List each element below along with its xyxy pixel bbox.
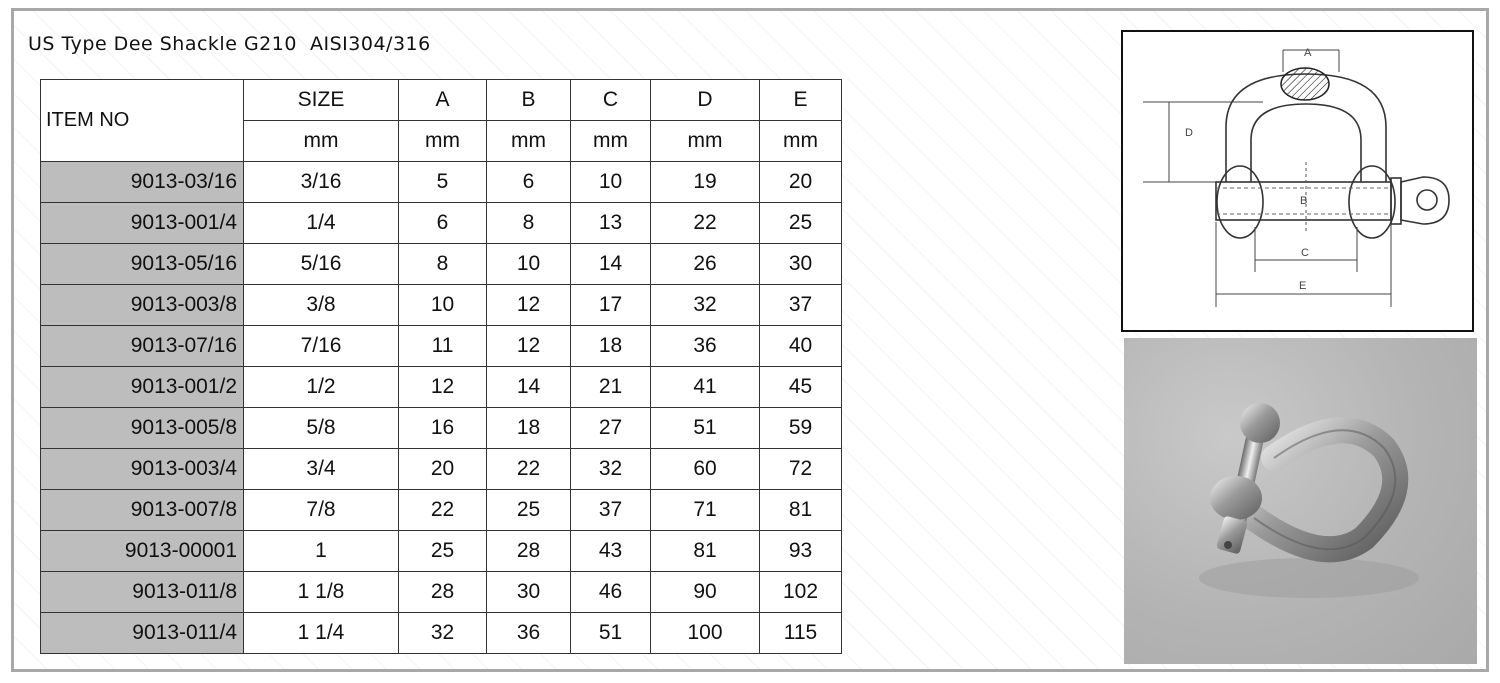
cell-dim-d: 26 [651, 244, 760, 285]
cell-size: 7/16 [244, 326, 399, 367]
header-item-no: ITEM NO [41, 80, 244, 162]
cell-dim-d: 60 [651, 449, 760, 490]
cell-dim-b: 10 [487, 244, 571, 285]
table-row [41, 531, 842, 572]
cell-dim-e: 81 [760, 490, 842, 531]
table-row [41, 449, 842, 490]
cell-dim-b: 30 [487, 572, 571, 613]
unit-a: mm [399, 121, 487, 162]
cell-size: 5/16 [244, 244, 399, 285]
cell-item-no: 9013-001/4 [41, 203, 244, 244]
table-row [41, 244, 842, 285]
diagram-drawing [1123, 32, 1472, 330]
cell-dim-e: 20 [760, 162, 842, 203]
cell-dim-a: 28 [399, 572, 487, 613]
cell-size: 1 1/8 [244, 572, 399, 613]
unit-d: mm [651, 121, 760, 162]
header-c: C [571, 80, 651, 121]
header-d: D [651, 80, 760, 121]
table-row [41, 162, 842, 203]
cell-item-no: 9013-00001 [41, 531, 244, 572]
cell-item-no: 9013-05/16 [41, 244, 244, 285]
cell-dim-d: 41 [651, 367, 760, 408]
cell-dim-e: 25 [760, 203, 842, 244]
cell-dim-d: 32 [651, 285, 760, 326]
cell-size: 1/2 [244, 367, 399, 408]
cell-dim-b: 36 [487, 613, 571, 654]
label-e: E [1299, 280, 1307, 292]
cell-dim-a: 10 [399, 285, 487, 326]
cell-dim-d: 51 [651, 408, 760, 449]
table-row [41, 285, 842, 326]
cell-dim-b: 25 [487, 490, 571, 531]
table-row [41, 203, 842, 244]
spec-table [40, 79, 842, 654]
header-a: A [399, 80, 487, 121]
label-c: C [1301, 247, 1309, 259]
cell-dim-e: 115 [760, 613, 842, 654]
cell-dim-c: 27 [571, 408, 651, 449]
cell-dim-a: 8 [399, 244, 487, 285]
cell-dim-e: 72 [760, 449, 842, 490]
cell-item-no: 9013-003/8 [41, 285, 244, 326]
table-row [41, 613, 842, 654]
cell-item-no: 9013-011/4 [41, 613, 244, 654]
cell-item-no: 9013-011/8 [41, 572, 244, 613]
table-row [41, 367, 842, 408]
cell-dim-d: 36 [651, 326, 760, 367]
cell-dim-a: 11 [399, 326, 487, 367]
label-d: D [1185, 127, 1193, 139]
cell-dim-a: 22 [399, 490, 487, 531]
header-b: B [487, 80, 571, 121]
cell-dim-c: 14 [571, 244, 651, 285]
table-row [41, 490, 842, 531]
cell-dim-b: 22 [487, 449, 571, 490]
shackle-photo [1124, 338, 1477, 664]
cell-dim-c: 21 [571, 367, 651, 408]
unit-size: mm [244, 121, 399, 162]
cell-size: 1 1/4 [244, 613, 399, 654]
cell-dim-c: 13 [571, 203, 651, 244]
cell-dim-a: 16 [399, 408, 487, 449]
cell-item-no: 9013-07/16 [41, 326, 244, 367]
unit-c: mm [571, 121, 651, 162]
header-e: E [760, 80, 842, 121]
cell-dim-d: 81 [651, 531, 760, 572]
cell-dim-d: 19 [651, 162, 760, 203]
cell-dim-c: 18 [571, 326, 651, 367]
cell-dim-b: 28 [487, 531, 571, 572]
shackle-photo-drawing [1124, 338, 1477, 664]
cell-dim-a: 12 [399, 367, 487, 408]
cell-dim-a: 6 [399, 203, 487, 244]
unit-e: mm [760, 121, 842, 162]
page-title: US Type Dee Shackle G210 AISI304/316 [28, 33, 431, 55]
cell-size: 3/8 [244, 285, 399, 326]
cell-dim-a: 20 [399, 449, 487, 490]
cell-size: 3/4 [244, 449, 399, 490]
cell-dim-a: 32 [399, 613, 487, 654]
shackle-dimension-diagram [1121, 30, 1474, 332]
cell-dim-d: 71 [651, 490, 760, 531]
cell-dim-b: 12 [487, 326, 571, 367]
cell-dim-e: 37 [760, 285, 842, 326]
cell-dim-d: 100 [651, 613, 760, 654]
label-b: B [1300, 195, 1308, 207]
cell-dim-e: 30 [760, 244, 842, 285]
cell-dim-c: 32 [571, 449, 651, 490]
header-row [41, 80, 842, 121]
cell-size: 3/16 [244, 162, 399, 203]
cell-item-no: 9013-03/16 [41, 162, 244, 203]
cell-dim-d: 90 [651, 572, 760, 613]
cell-dim-b: 6 [487, 162, 571, 203]
cell-dim-b: 14 [487, 367, 571, 408]
cell-dim-c: 10 [571, 162, 651, 203]
table-row [41, 326, 842, 367]
cell-size: 7/8 [244, 490, 399, 531]
cell-dim-c: 43 [571, 531, 651, 572]
label-a: A [1304, 47, 1312, 59]
cell-dim-e: 93 [760, 531, 842, 572]
cell-size: 1 [244, 531, 399, 572]
cell-dim-e: 40 [760, 326, 842, 367]
cell-dim-b: 18 [487, 408, 571, 449]
cell-dim-d: 22 [651, 203, 760, 244]
cell-dim-c: 37 [571, 490, 651, 531]
table-row [41, 408, 842, 449]
cell-dim-c: 17 [571, 285, 651, 326]
cell-item-no: 9013-005/8 [41, 408, 244, 449]
unit-b: mm [487, 121, 571, 162]
cell-dim-a: 25 [399, 531, 487, 572]
cell-size: 1/4 [244, 203, 399, 244]
cell-dim-e: 45 [760, 367, 842, 408]
cell-dim-c: 46 [571, 572, 651, 613]
cell-dim-a: 5 [399, 162, 487, 203]
cell-dim-e: 102 [760, 572, 842, 613]
header-size: SIZE [244, 80, 399, 121]
cell-dim-c: 51 [571, 613, 651, 654]
cell-size: 5/8 [244, 408, 399, 449]
cell-item-no: 9013-001/2 [41, 367, 244, 408]
cell-dim-b: 12 [487, 285, 571, 326]
cell-dim-e: 59 [760, 408, 842, 449]
cell-dim-b: 8 [487, 203, 571, 244]
cell-item-no: 9013-003/4 [41, 449, 244, 490]
cell-item-no: 9013-007/8 [41, 490, 244, 531]
table-row [41, 572, 842, 613]
